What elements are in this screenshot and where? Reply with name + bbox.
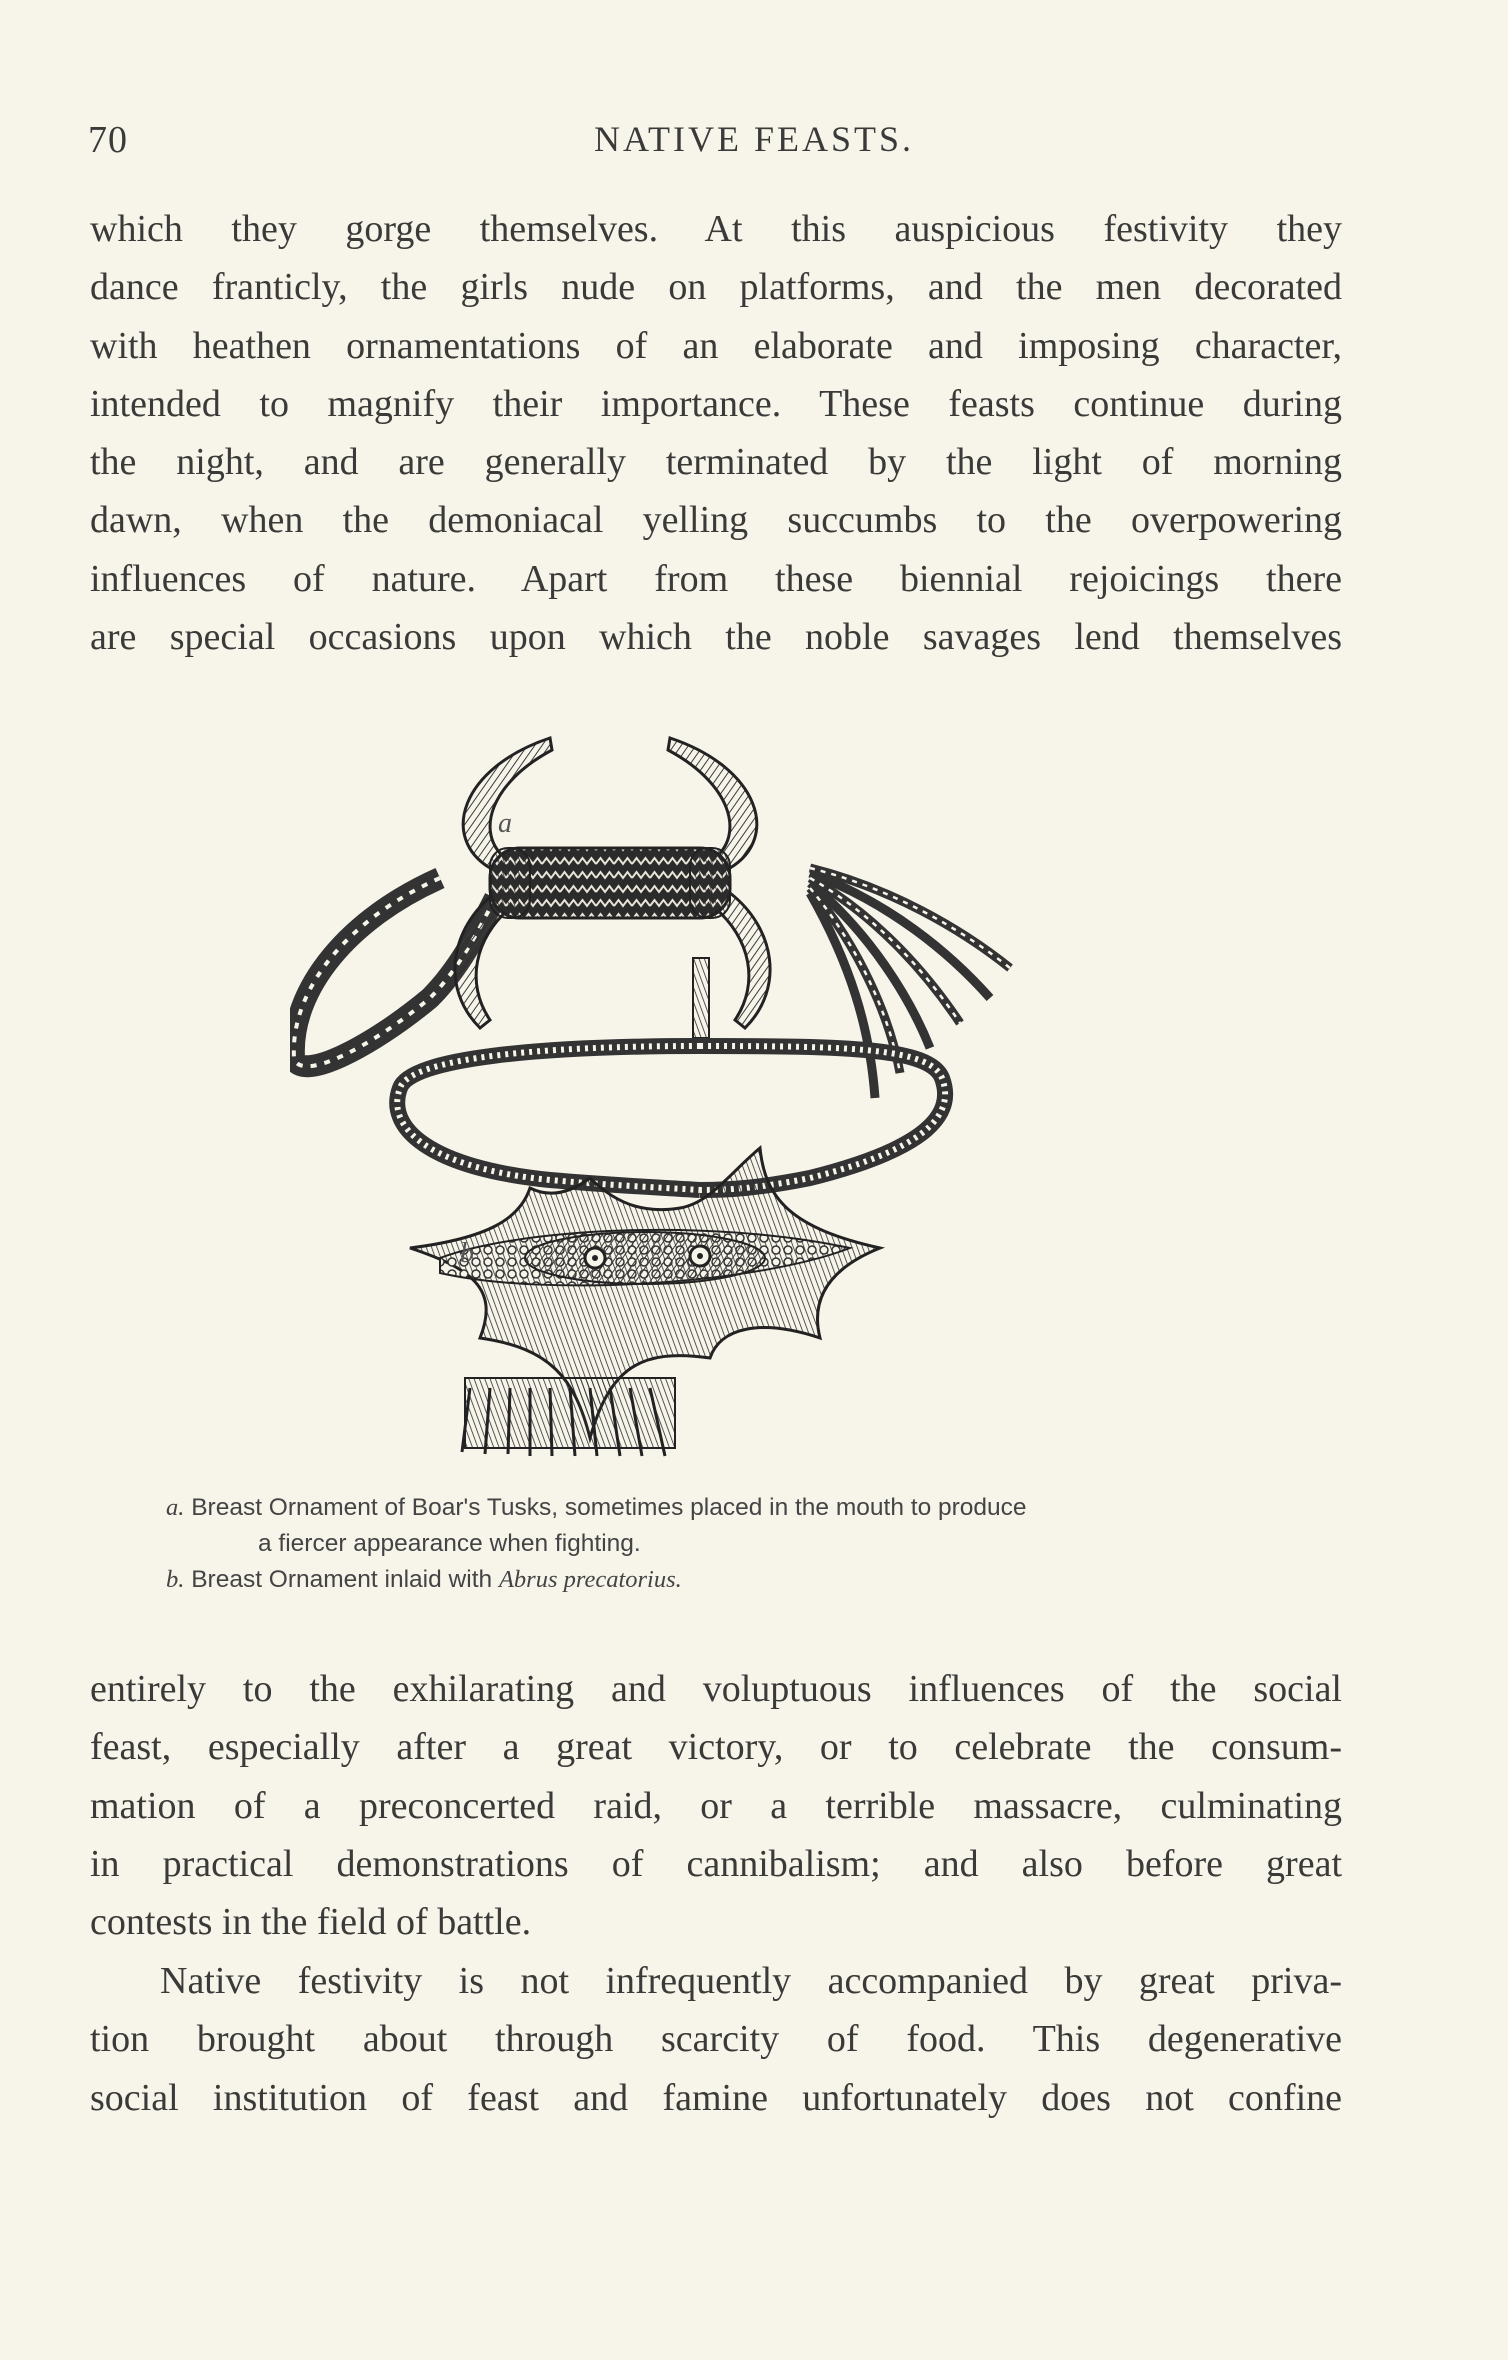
- figure-caption: [166, 1490, 1346, 1598]
- caption-line-b: [166, 1562, 1346, 1598]
- necklace-loop: [397, 1046, 945, 1190]
- caption-line-a-cont: a fiercer appearance when fighting.: [258, 1530, 641, 1557]
- page-number: 70: [88, 119, 128, 161]
- caption-letter-b: b.: [166, 1566, 185, 1593]
- caption-text-b: Breast Ornament inlaid with: [191, 1566, 499, 1593]
- text-line: the night, and are generally terminated by the light of morning: [90, 441, 1342, 484]
- text-line: entirely to the exhilarating and voluptuous influences of the social: [90, 1668, 1342, 1710]
- caption-text-a: Breast Ornament of Boar's Tusks, sometimes placed in the mouth to produce: [191, 1494, 1027, 1521]
- text-line: contests in the field of battle.: [90, 1901, 532, 1944]
- text-line: with heathen ornamentations of an elaborate and imposing character,: [90, 324, 1342, 367]
- text-line: dance franticly, the girls nude on platforms, and the men decorated: [90, 266, 1342, 309]
- caption-species-name: Abrus precatorius.: [498, 1566, 682, 1593]
- center-cord: [693, 958, 709, 1038]
- text-line: social institution of feast and famine unfortunately does not confine: [90, 2076, 1342, 2119]
- text-line: feast, especially after a great victory, or to celebrate the consum-: [90, 1726, 1342, 1769]
- text-line: which they gorge themselves. At this auspicious festivity they: [90, 208, 1342, 250]
- caption-letter-a: a.: [166, 1494, 185, 1521]
- text-line: intended to magnify their importance. These feasts continue during: [90, 382, 1342, 425]
- caption-line-a: [166, 1490, 1346, 1526]
- figure-label-b: b: [460, 1238, 474, 1269]
- paragraph-top: [90, 200, 1342, 666]
- running-title: NATIVE FEASTS.: [593, 119, 914, 159]
- text-line: tion brought about through scarcity of food. This degenerative: [90, 2018, 1342, 2061]
- ornament-engraving: [290, 728, 1170, 1468]
- boar-tusks: [455, 738, 770, 1028]
- text-line: are special occasions upon which the noble savages lend themselves: [90, 616, 1342, 659]
- text-line: Native festivity is not infrequently accompanied by great priva-: [160, 1960, 1342, 2002]
- text-line: in practical demonstrations of cannibalism; and also before great: [90, 1842, 1342, 1885]
- figure-label-a: a: [498, 808, 512, 839]
- text-line: influences of nature. Apart from these biennial rejoicings there: [90, 557, 1342, 600]
- text-line: dawn, when the demoniacal yelling succumbs to the overpowering: [90, 499, 1342, 542]
- text-line: mation of a preconcerted raid, or a terrible massacre, culminating: [90, 1784, 1342, 1827]
- paragraph-bottom: [90, 1660, 1342, 1951]
- breast-ornament-illustration: [290, 728, 1170, 1468]
- paragraph-bottom-2: [90, 1952, 1342, 2127]
